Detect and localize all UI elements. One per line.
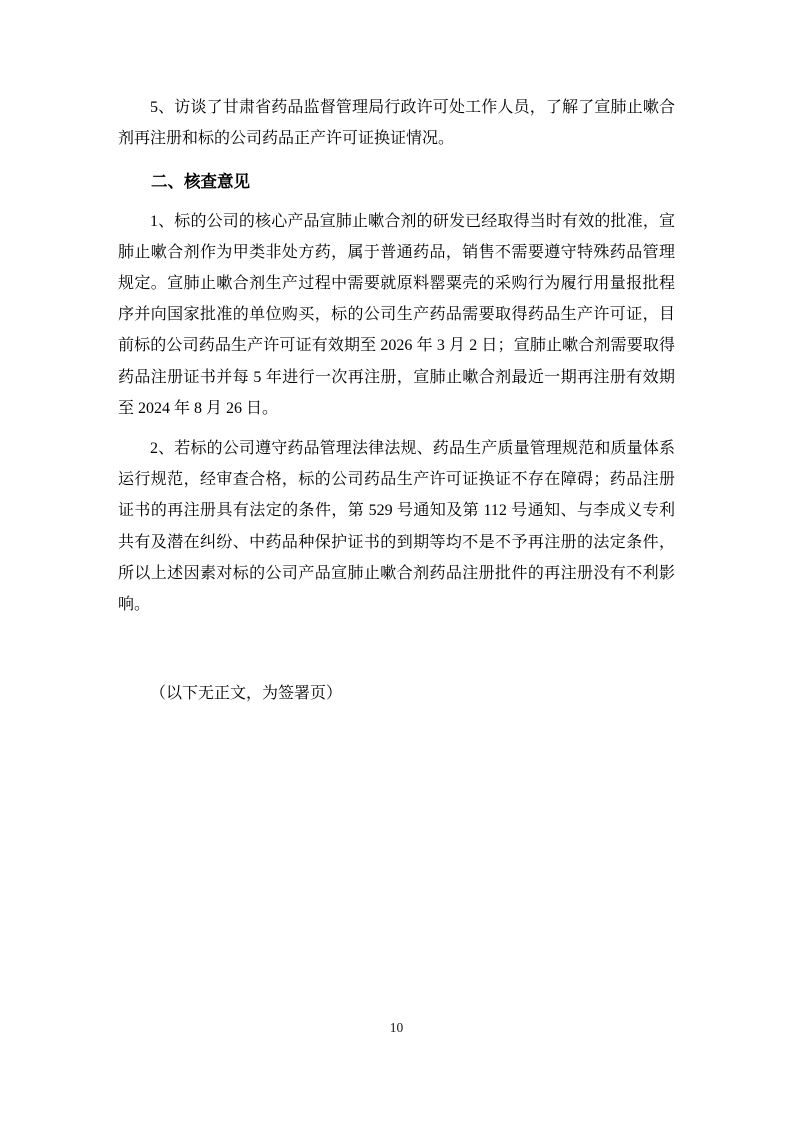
- paragraph-item-5: 5、访谈了甘肃省药品监督管理局行政许可处工作人员，了解了宣肺止嗽合剂再注册和标的公司药品正产许可证换证情况。: [118, 99, 675, 148]
- opinion-paragraph-2: 2、若标的公司遵守药品管理法律法规、药品生产质量管理规范和质量体系运行规范，经审查合格，标的公司药品生产许可证换证不存在障碍；药品注册证书的再注册具有法定的条件，第 529 号通知及第 112 号通知、与李成义专利共有及潜在纠纷、中药品种保护证书的到期等均不是不予再注册的法定条件，所以上述因素对标的公司产品宣肺止嗽合剂药品注册批件的再注册没有不利影响。: [118, 440, 675, 614]
- closing-note: （以下无正文，为签署页）: [150, 685, 343, 703]
- section-heading-verification-opinion: 二、核查意见: [151, 173, 250, 192]
- opinion-paragraph-1: 1、标的公司的核心产品宣肺止嗽合剂的研发已经取得当时有效的批准，宣肺止嗽合剂作为甲类非处方药，属于普通药品，销售不需要遵守特殊药品管理规定。宣肺止嗽合剂生产过程中需要就原料罂粟壳的采购行为履行用量报批程序并向国家批准的单位购买，标的公司生产药品需要取得药品生产许可证，目前标的公司药品生产许可证有效期至 2026 年 3 月 2 日；宣肺止嗽合剂需要取得药品注册证书并每 5 年进行一次再注册，宣肺止嗽合剂最近一期再注册有效期至 2024 年 8 月 26 日。: [118, 212, 675, 417]
- document-body: [118, 92, 675, 709]
- page-number: 10: [389, 1020, 404, 1035]
